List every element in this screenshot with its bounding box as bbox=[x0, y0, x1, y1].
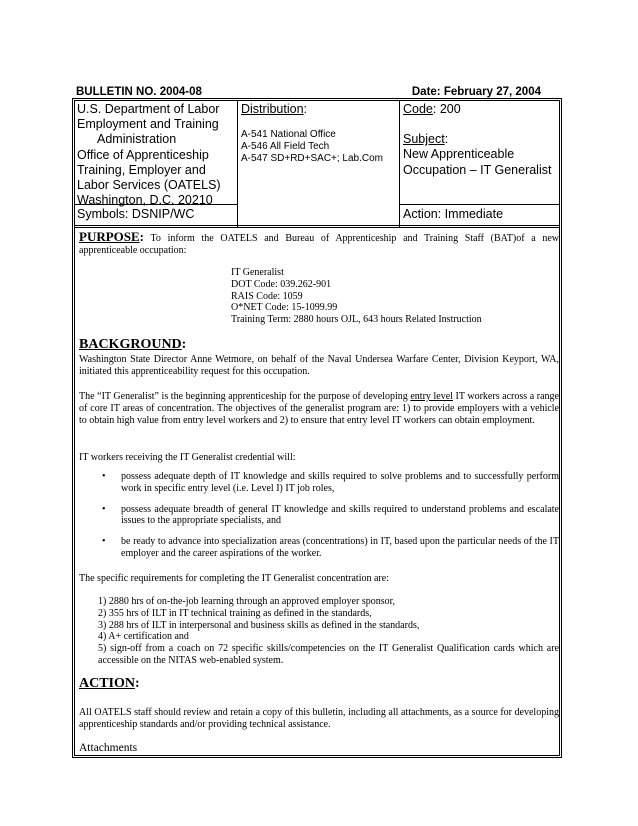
requirement-item: 3) 288 hrs of ILT in interpersonal and business skills as defined in the standards, bbox=[98, 619, 420, 631]
bullet-icon: • bbox=[102, 471, 106, 482]
credential-list bbox=[79, 471, 559, 569]
background-p4: The specific requirements for completing the IT Generalist concentration are: bbox=[79, 573, 389, 584]
requirement-item: 4) A+ certification and bbox=[98, 631, 189, 643]
action-level: Action: Immediate bbox=[403, 207, 504, 221]
requirement-item: 2) 355 hrs of ILT in IT technical training as defined in the standards, bbox=[98, 607, 372, 619]
background-heading: BACKGROUND bbox=[79, 337, 182, 352]
requirement-item: 1) 2880 hrs of on-the-job learning through an approved employer sponsor, bbox=[98, 596, 396, 607]
action-heading: ACTION bbox=[79, 676, 136, 691]
distribution-colon: : bbox=[303, 102, 308, 116]
bullet-text: possess adequate depth of IT knowledge and skills required to solve problems and to successfully perform work in specific entry level (i.e. Level I) IT job roles, bbox=[121, 471, 559, 494]
org-line: Washington, D.C. 20210 bbox=[77, 193, 213, 208]
training-term: Training Term: 2880 hours OJL, 643 hours Related Instruction bbox=[231, 314, 482, 326]
distribution-item: A-541 National Office bbox=[241, 129, 336, 141]
bulletin-number: BULLETIN NO. 2004-08 bbox=[76, 86, 202, 98]
distribution-label: Distribution bbox=[241, 102, 304, 116]
organization-block bbox=[77, 102, 235, 208]
dot-code: DOT Code: 039.262-901 bbox=[231, 278, 332, 290]
action-heading-row bbox=[79, 678, 559, 691]
background-colon: : bbox=[181, 337, 187, 352]
subject-line: Occupation – IT Generalist bbox=[403, 162, 552, 177]
purpose-section bbox=[79, 231, 559, 257]
list-item bbox=[79, 536, 559, 560]
divider-vertical-2 bbox=[399, 101, 400, 227]
symbols: Symbols: DSNIP/WC bbox=[77, 207, 195, 221]
org-line: Training, Employer and bbox=[77, 162, 206, 177]
bullet-text: possess adequate breadth of general IT knowledge and skills required to understand problems and escalate issues to the appropriate specialists, and bbox=[121, 503, 559, 527]
background-p2 bbox=[79, 391, 559, 426]
org-line: Administration bbox=[97, 132, 177, 147]
background-p3: IT workers receiving the IT Generalist credential will: bbox=[79, 452, 296, 463]
bullet-icon: • bbox=[102, 536, 106, 548]
list-item bbox=[79, 471, 559, 495]
occupation-details bbox=[231, 267, 551, 326]
entry-level-term: entry level bbox=[410, 391, 453, 402]
purpose-colon: : bbox=[139, 229, 145, 244]
background-heading-row bbox=[79, 339, 559, 352]
org-line: U.S. Department of Labor bbox=[77, 102, 220, 116]
purpose-text: To inform the OATELS and Bureau of Apprenticeship and Training Staff (BAT)of a new apprenticeable occupation: bbox=[79, 233, 559, 256]
requirements-list bbox=[98, 596, 559, 667]
bulletin-date: Date: February 27, 2004 bbox=[411, 86, 541, 98]
attachments: Attachments bbox=[79, 742, 138, 754]
org-line: Labor Services (OATELS) bbox=[77, 178, 221, 193]
code-label: Code bbox=[403, 102, 433, 116]
background-p2-end: IT workers across a range of core IT areas of concentration. The objectives of the generalist program are: 1) to provide employers with a vehicle to obtain high value from entry level workers and 2) to ensure that entry level IT workers can obtain employment. bbox=[79, 391, 559, 426]
bullet-icon: • bbox=[102, 503, 106, 515]
org-line: Office of Apprenticeship bbox=[77, 147, 209, 162]
divider-header-bottom bbox=[75, 225, 559, 228]
purpose-heading: PURPOSE bbox=[79, 229, 140, 244]
subject-colon: : bbox=[444, 132, 449, 147]
bulletin-frame bbox=[72, 98, 562, 758]
distribution-item: A-547 SD+RD+SAC+; Lab.Com bbox=[241, 153, 384, 165]
distribution-block bbox=[241, 102, 397, 165]
background-p2-start: The “IT Generalist” is the beginning apprenticeship for the purpose of developing bbox=[79, 391, 411, 402]
subject-label: Subject bbox=[403, 132, 445, 147]
action-text: All OATELS staff should review and retain a copy of this bulletin, including all attachments, as a source for developing apprenticeship standards and/or providing technical assistance. bbox=[79, 707, 559, 730]
subject-line: New Apprenticeable bbox=[403, 147, 515, 162]
divider-vertical-1 bbox=[237, 101, 238, 227]
rais-code: RAIS Code: 1059 bbox=[231, 290, 303, 302]
code-subject-block bbox=[403, 102, 559, 178]
distribution-item: A-546 All Field Tech bbox=[241, 141, 330, 153]
action-colon: : bbox=[135, 676, 140, 691]
background-p1: Washington State Director Anne Wetmore, on behalf of the Naval Undersea Warfare Center, Division Keyport, WA, initiated this apprenticeability request for this occupation. bbox=[79, 354, 559, 377]
occupation-title: IT Generalist bbox=[231, 267, 284, 278]
requirement-item: 5) sign-off from a coach on 72 specific skills/competencies on the IT Generalist Qualification cards which are accessible on the NITAS web-enabled system. bbox=[98, 643, 559, 666]
divider-action bbox=[399, 204, 559, 205]
code-value: : 200 bbox=[432, 102, 461, 116]
org-line: Employment and Training bbox=[77, 117, 219, 132]
list-item bbox=[79, 504, 559, 528]
bullet-text: be ready to advance into specialization areas (concentrations) in IT, based upon the particular needs of the IT employer and the career aspirations of the worker. bbox=[121, 536, 559, 559]
onet-code: O*NET Code: 15-1099.99 bbox=[231, 302, 338, 314]
